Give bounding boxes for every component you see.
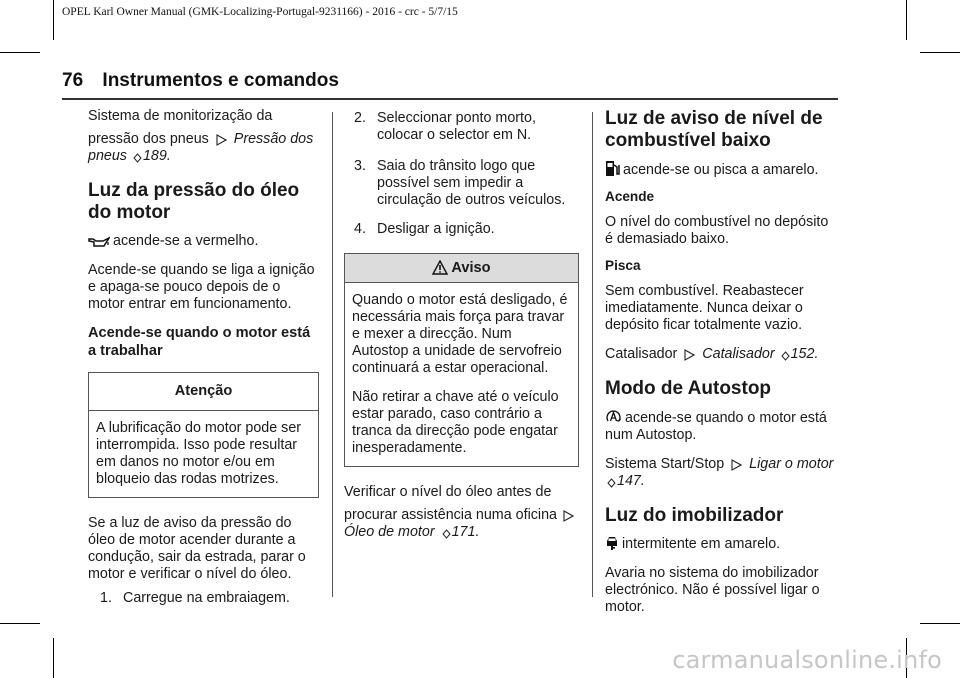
steps-list-continued: [344, 110, 580, 238]
oil-light-text: acende-se a vermelho.: [113, 233, 259, 249]
attention-box: [88, 372, 319, 498]
catalyst-link[interactable]: Catalisador: [702, 346, 775, 362]
pisca-text: Sem combustível. Reabastecer imediatamente. Nunca deixar o depósito ficar totalmente vazio.: [605, 283, 804, 333]
steps-list: [88, 590, 320, 607]
start-stop-label: Sistema Start/Stop: [605, 456, 725, 472]
acende-label: Acende: [605, 189, 655, 204]
crop-mark: [0, 52, 40, 53]
fuel-pump-icon: [605, 160, 620, 177]
aviso-header: [345, 254, 578, 283]
list-item: 3. Saia do trânsito logo que possível sem impedir a circulação de outros veículos.: [354, 158, 566, 208]
ref-arrow-icon: [684, 349, 695, 361]
crop-mark: [920, 52, 960, 53]
immobilizer-text: intermitente em amarelo.: [622, 536, 781, 552]
pisca-label: Pisca: [605, 258, 641, 273]
aviso-title: Aviso: [451, 260, 491, 276]
attention-body: A lubrificação do motor pode ser interrompida. Isso pode resultar em danos no motor e/ou em bloqueio das rodas motrizes.: [96, 420, 302, 487]
oil-can-icon: [88, 236, 110, 248]
engine-oil-link[interactable]: Óleo de motor: [344, 524, 435, 540]
list-item: 4. Desligar a ignição.: [354, 221, 495, 237]
page-title: Instrumentos e comandos: [102, 70, 339, 91]
catalyst-label: Catalisador: [605, 346, 678, 362]
page-heading: [62, 70, 339, 92]
column-3: Luz de aviso de nível de combustível baixo acende-se ou pisca a amarelo. Acende O nível do combustível no depósito é demasiado baixo. Pisca Sem combustível. Reabastecer imediatamente. Nunca deixar o depósito ficar totalmente vazio. Catalisador Catalisador 152. Modo de Autostop acende-se quando o motor está num Autostop. Sistema Start/Stop Ligar o motor 147. Luz do imobilizador intermitente em amarelo. Avaria no sistema do imobilizador electrónico. Não é possível ligar o motor.: [605, 108, 839, 616]
start-engine-link[interactable]: Ligar o motor: [749, 456, 834, 472]
tpms-line-1: Sistema de monitorização da: [88, 108, 273, 124]
acende-text: O nível do combustível no depósito é demasiado baixo.: [605, 214, 829, 247]
list-item: 1. Carregue na embraiagem.: [100, 590, 290, 606]
list-item: 2. Seleccionar ponto morto, colocar o selector em N.: [354, 110, 536, 143]
page-ref-icon: [442, 529, 451, 539]
oil-pressure-heading: Luz da pressão do óleo do motor: [88, 180, 300, 223]
oil-desc: Acende-se quando se liga a ignição e apaga-se pouco depois de o motor entrar em funcionamento.: [88, 262, 315, 312]
fuel-light-text: acende-se ou pisca a amarelo.: [623, 162, 819, 178]
header-rule: [62, 98, 838, 100]
autostop-text: acende-se quando o motor está num Autostop.: [605, 410, 827, 443]
running-heading: Acende-se quando o motor está a trabalhar: [88, 325, 311, 359]
check-oil-line-1: Verificar o nível do óleo antes de: [344, 484, 552, 500]
page-ref-icon: [781, 351, 790, 361]
tpms-link[interactable]: Pressão dos pneus: [88, 131, 314, 164]
page-ref-icon: [607, 478, 616, 488]
aviso-box: [344, 253, 579, 467]
crop-mark: [906, 0, 907, 40]
ref-arrow-icon: [216, 134, 227, 146]
autostop-heading: Modo de Autostop: [605, 378, 772, 399]
car-key-icon: [605, 535, 619, 551]
tpms-line-2: pressão dos pneus: [88, 131, 209, 147]
crop-mark: [0, 623, 40, 624]
column-1: Sistema de monitorização da pressão dos pneus Pressão dos pneus 189. Luz da pressão do óleo do motor acende-se a vermelho. Acende-se quando se liga a ignição e apaga-se pouco depois de o motor entrar em funcionamento. Acende-se quando o motor está a trabalhar Atenção A lubrificação do motor pode ser interrompida. Isso pode resultar em danos no motor e/ou em bloqueio das rodas motrizes. Se a luz de aviso da pressão do óleo de motor acender durante a condução, sair da estrada, parar o motor e verificar o nível do óleo. 1. Carregue na embraiagem.: [88, 108, 320, 607]
ref-arrow-icon: [563, 510, 574, 522]
catalyst-page[interactable]: 152: [790, 346, 815, 362]
crop-mark: [53, 0, 54, 40]
tpms-page[interactable]: 189: [142, 148, 167, 164]
column-divider: [592, 112, 593, 597]
column-divider: [332, 112, 333, 597]
aviso-para-1: Quando o motor está desligado, é necessária mais força para travar e mexer a direcção. Num Autostop a unidade de servofreio continuará a estar operacional.: [352, 292, 568, 376]
start-engine-page[interactable]: 147: [617, 473, 641, 489]
attention-title: Atenção: [89, 373, 318, 411]
immobilizer-desc: Avaria no sistema do imobilizador electrónico. Não é possível ligar o motor.: [605, 565, 820, 615]
fuel-heading: Luz de aviso de nível de combustível baixo: [605, 108, 823, 151]
immobilizer-heading: Luz do imobilizador: [605, 505, 784, 526]
oil-steps-intro: Se a luz de aviso da pressão do óleo de motor acender durante a condução, sair da estrada, parar o motor e verificar o nível do óleo.: [88, 515, 306, 582]
check-oil-line-2: procurar assistência numa oficina: [344, 507, 557, 523]
page-number: 76: [62, 70, 84, 91]
autostop-a-icon: [605, 408, 622, 425]
warning-triangle-icon: [432, 260, 448, 275]
engine-oil-page[interactable]: 171: [451, 524, 476, 540]
page-ref-icon: [133, 153, 142, 163]
print-header: OPEL Karl Owner Manual (GMK-Localizing-Portugal-9231166) - 2016 - crc - 5/7/15: [62, 6, 458, 18]
column-2: 2. Seleccionar ponto morto, colocar o selector em N. 3. Saia do trânsito logo que possível sem impedir a circulação de outros veículos. 4. Desligar a ignição. Aviso Quando o motor está desligado, é necessária mais força para travar e mexer a direcção. Num Autostop a unidade de servofreio continuará a estar operacional. Não retirar a chave até o veículo estar parado, caso contrário a tranca da direcção pode engatar inesperadamente. Verificar o nível do óleo antes de procurar assistência numa oficina Óleo de motor 171.: [344, 110, 580, 541]
crop-mark: [920, 623, 960, 624]
ref-arrow-icon: [731, 459, 742, 471]
aviso-para-2: Não retirar a chave até o veículo estar parado, caso contrário a tranca da direcção pode engatar inesperadamente.: [352, 389, 559, 456]
crop-mark: [53, 638, 54, 678]
watermark[interactable]: carmanualsonline.info: [672, 646, 942, 674]
